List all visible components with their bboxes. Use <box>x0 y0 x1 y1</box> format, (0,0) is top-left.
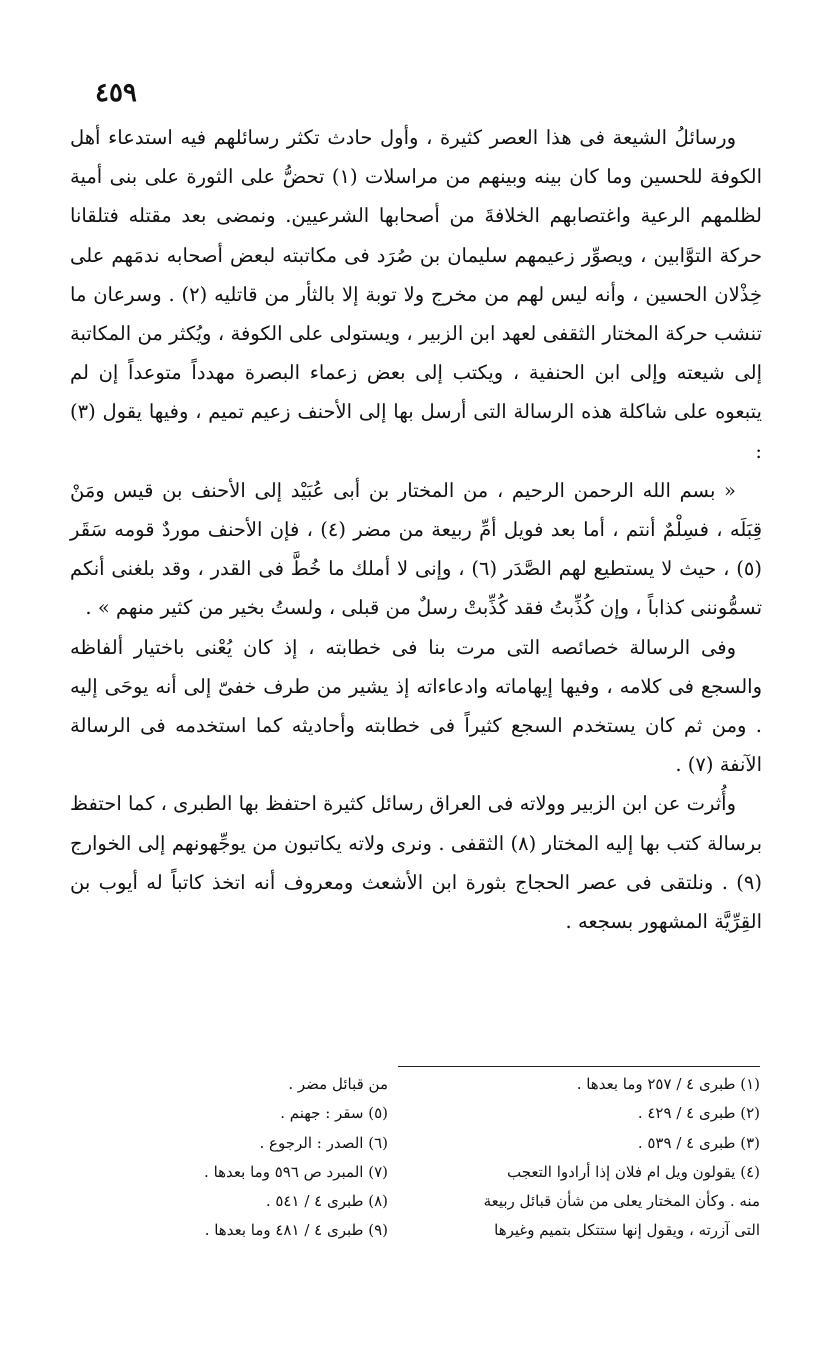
body-text <box>70 118 762 941</box>
footnote-6: (٦) الصدر : الرجوع . <box>259 1133 388 1152</box>
paragraph-ibn-zubayr: وأُثرت عن ابن الزبير وولاته فى العراق رسائل كثيرة احتفظ بها الطبرى ، كما احتفظ برسالة كتب بها إليه المختار (٨) الثقفى . ونرى ولاته يكاتبون من يوجِّهونهم إلى الخوارج (٩) . ونلتقى فى عصر الحجاج بثورة ابن الأشعث ومعروف أنه اتخذ كاتباً له أيوب بن القِرِّيَّة المشهور بسجعه . <box>70 792 762 934</box>
footnote-4-continuation: من قبائل مضر . <box>288 1075 388 1093</box>
paragraph-intro: ورسائلُ الشيعة فى هذا العصر كثيرة ، وأول حادث تكثر رسائلهم فيه استدعاء أهل الكوفة للحسين وما كان بينه وبينهم من مراسلات (١) تحضُّ على الثورة على بنى أمية لظلمهم الرعية واغتصابهم الخلافةَ من أصحابها الشرعيين. ونمضى بعد مقتله فتلقانا حركة التوَّابين ، ويصوِّر زعيمهم سليمان بن صُرَد فى مكاتبته لبعض أصحابه ندمَهم على خِذْلان الحسين ، وأنه ليس لهم من مخرج ولا توبة إلا بالثأر من قاتليه (٢) . وسرعان ما تنشب حركة المختار الثقفى لعهد ابن الزبير ، ويستولى على الكوفة ، ويُكثر من المكاتبة إلى شيعته وإلى ابن الحنفية ، ويكتب إلى بعض زعماء البصرة مهدداً متوعداً إن لم يتبعوه على شاكلة هذه الرسالة التى أرسل بها إلى الأحنف زعيم تميم ، وفيها يقول (٣) : <box>70 126 763 463</box>
footnote-4-continuation: التى آزرته ، ويقول إنها ستتكل بتميم وغيرها <box>494 1221 760 1240</box>
footnote-4: (٤) يقولون ويل ام فلان إذا أرادوا التعجب <box>507 1162 760 1181</box>
footnote-divider <box>398 1066 760 1067</box>
paragraph-letter-quote: « بسم الله الرحمن الرحيم ، من المختار بن أبى عُبَيْد إلى الأحنف بن قيس ومَنْ قِبَلَه ، فسِلْمٌ أنتم ، أما بعد فويل أمِّ ربيعة من مضر (٤) ، فإن الأحنف موردٌ قومه سَقَر (٥) ، حيث لا يستطيع لهم الصَّدَر (٦) ، وإنى لا أملك ما خُطَّ فى القدر ، وقد بلغنى أنكم تسمُّوننى كذاباً ، وإن كُذِّبتُ فقد كُذِّبتْ رسلٌ من قبلى ، ولستُ بخير من كثير منهم » . <box>70 478 763 620</box>
footnote-3: (٣) طبرى ٤ / ٥٣٩ . <box>637 1133 760 1152</box>
paragraph-letter-analysis: وفى الرسالة خصائصه التى مرت بنا فى خطابته ، إذ كان يُعْنى باختيار ألفاظه والسجع فى كلامه ، وفيها إيهاماته وادعاءاته إذ يشير من طرف خفىّ إلى أنه يوحَى إليه . ومن ثم كان يستخدم السجع كثيراً فى خطابته وأحاديثه كما استخدمه فى الرسالة الآنفة (٧) . <box>70 635 762 777</box>
footnote-9: (٩) طبرى ٤ / ٤٨١ وما بعدها . <box>204 1221 388 1240</box>
page-number: ٤٥٩ <box>95 78 137 108</box>
footnote-7: (٧) المبرد ص ٥٩٦ وما بعدها . <box>204 1162 388 1181</box>
footnotes-right-column <box>405 1070 760 1246</box>
footnotes-left-column <box>130 1070 388 1246</box>
footnote-4-continuation: منه . وكأن المختار يعلى من شأن قبائل ربيعة <box>483 1192 760 1211</box>
footnote-1: (١) طبرى ٤ / ٢٥٧ وما بعدها . <box>576 1075 760 1093</box>
footnote-5: (٥) سقر : جهنم . <box>280 1104 388 1123</box>
footnote-8: (٨) طبرى ٤ / ٥٤١ . <box>265 1192 388 1211</box>
footnote-2: (٢) طبرى ٤ / ٤٢٩ . <box>637 1104 760 1123</box>
